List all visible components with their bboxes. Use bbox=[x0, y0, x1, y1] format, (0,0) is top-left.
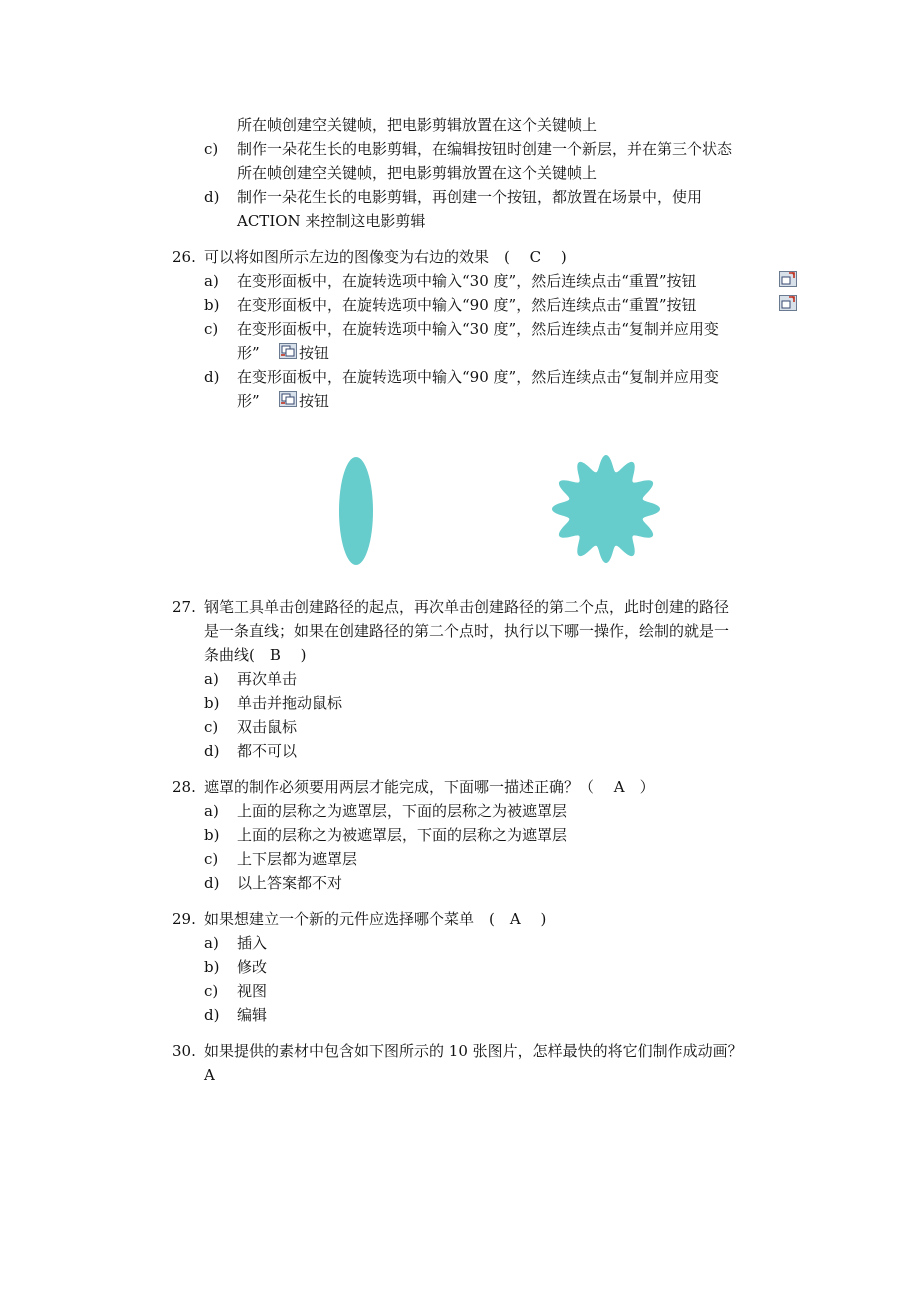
q26-number: 26. bbox=[172, 248, 196, 266]
q26-option-c-text: 在变形面板中，在旋转选项中输入“30 度”，然后连续点击“复制并应用变 bbox=[237, 320, 719, 338]
q28-option-c-marker: c) bbox=[204, 850, 219, 868]
q25-option-c-line2: 所在帧创建空关键帧，把电影剪辑放置在这个关键帧上 bbox=[237, 164, 598, 182]
q27-option-b-text: 单击并拖动鼠标 bbox=[237, 694, 343, 712]
q29-option-a-marker: a) bbox=[204, 934, 219, 952]
q25-option-c-marker: c) bbox=[204, 140, 219, 158]
q27-question-line1: 钢笔工具单击创建路径的起点，再次单击创建路径的第二个点，此时创建的路径 bbox=[204, 598, 730, 616]
q28-option-a-text: 上面的层称之为遮罩层，下面的层称之为被遮罩层 bbox=[237, 802, 568, 820]
q29-option-d-marker: d) bbox=[204, 1006, 220, 1024]
q26-option-a-marker: a) bbox=[204, 272, 219, 290]
q27-option-c-marker: c) bbox=[204, 718, 219, 736]
q26-option-d-button-word: 按钮 bbox=[299, 392, 330, 410]
q25-option-d-line1: 制作一朵花生长的电影剪辑，再创建一个按钮，都放置在场景中，使用 bbox=[237, 188, 703, 206]
q29-option-c-marker: c) bbox=[204, 982, 219, 1000]
q29-number: 29. bbox=[172, 910, 196, 928]
q26-option-d-line2: 形” bbox=[237, 392, 260, 410]
q28-option-d-marker: d) bbox=[204, 874, 220, 892]
q26-option-a-text: 在变形面板中，在旋转选项中输入“30 度”，然后连续点击“重置”按钮 bbox=[237, 272, 697, 290]
q27-number: 27. bbox=[172, 598, 196, 616]
q28-option-b-text: 上面的层称之为被遮罩层，下面的层称之为遮罩层 bbox=[237, 826, 568, 844]
q27-option-d-text: 都不可以 bbox=[237, 742, 298, 760]
q28-option-d-text: 以上答案都不对 bbox=[237, 874, 343, 892]
q29-option-a-text: 插入 bbox=[237, 934, 268, 952]
q30-question-line1: 如果提供的素材中包含如下图所示的 10 张图片，怎样最快的将它们制作成动画？ bbox=[204, 1042, 743, 1060]
q29-question: 如果想建立一个新的元件应选择哪个菜单 ( A ) bbox=[204, 910, 547, 928]
q30-answer: A bbox=[204, 1066, 215, 1084]
q28-option-a-marker: a) bbox=[204, 802, 219, 820]
q28-option-b-marker: b) bbox=[204, 826, 220, 844]
q28-number: 28. bbox=[172, 778, 196, 796]
q26-option-c-button-word: 按钮 bbox=[299, 344, 330, 362]
q25-option-d-line2: ACTION 来控制这电影剪辑 bbox=[237, 212, 426, 230]
flower-shape bbox=[548, 453, 664, 565]
q27-option-b-marker: b) bbox=[204, 694, 220, 712]
q29-option-d-text: 编辑 bbox=[237, 1006, 268, 1024]
q27-option-c-text: 双击鼠标 bbox=[237, 718, 298, 736]
q26-option-d-marker: d) bbox=[204, 368, 220, 386]
q27-option-a-marker: a) bbox=[204, 670, 219, 688]
copy-apply-transform-icon bbox=[279, 343, 297, 359]
q29-option-b-text: 修改 bbox=[237, 958, 268, 976]
q26-option-b-marker: b) bbox=[204, 296, 220, 314]
q28-question: 遮罩的制作必须要用两层才能完成，下面哪一描述正确？（ A ） bbox=[204, 778, 655, 796]
q27-question-line3: 条曲线( B ) bbox=[204, 646, 307, 664]
q26-question: 可以将如图所示左边的图像变为右边的效果 ( C ) bbox=[204, 248, 567, 266]
q30-number: 30. bbox=[172, 1042, 196, 1060]
reset-icon bbox=[779, 295, 797, 311]
ellipse-shape bbox=[336, 455, 376, 567]
copy-apply-transform-icon bbox=[279, 391, 297, 407]
q27-option-a-text: 再次单击 bbox=[237, 670, 298, 688]
q25-option-c-line1: 制作一朵花生长的电影剪辑，在编辑按钮时创建一个新层，并在第三个状态 bbox=[237, 140, 733, 158]
q28-option-c-text: 上下层都为遮罩层 bbox=[237, 850, 358, 868]
q29-option-b-marker: b) bbox=[204, 958, 220, 976]
reset-icon bbox=[779, 271, 797, 287]
q27-question-line2: 是一条直线；如果在创建路径的第二个点时，执行以下哪一操作，绘制的就是一 bbox=[204, 622, 730, 640]
q26-option-c-marker: c) bbox=[204, 320, 219, 338]
q26-option-b-text: 在变形面板中，在旋转选项中输入“90 度”，然后连续点击“重置”按钮 bbox=[237, 296, 697, 314]
q26-option-d-text: 在变形面板中，在旋转选项中输入“90 度”，然后连续点击“复制并应用变 bbox=[237, 368, 719, 386]
q29-option-c-text: 视图 bbox=[237, 982, 268, 1000]
q25-option-d-marker: d) bbox=[204, 188, 220, 206]
q25-option-b-line2: 所在帧创建空关键帧，把电影剪辑放置在这个关键帧上 bbox=[237, 116, 598, 134]
q26-option-c-line2: 形” bbox=[237, 344, 260, 362]
q27-option-d-marker: d) bbox=[204, 742, 220, 760]
